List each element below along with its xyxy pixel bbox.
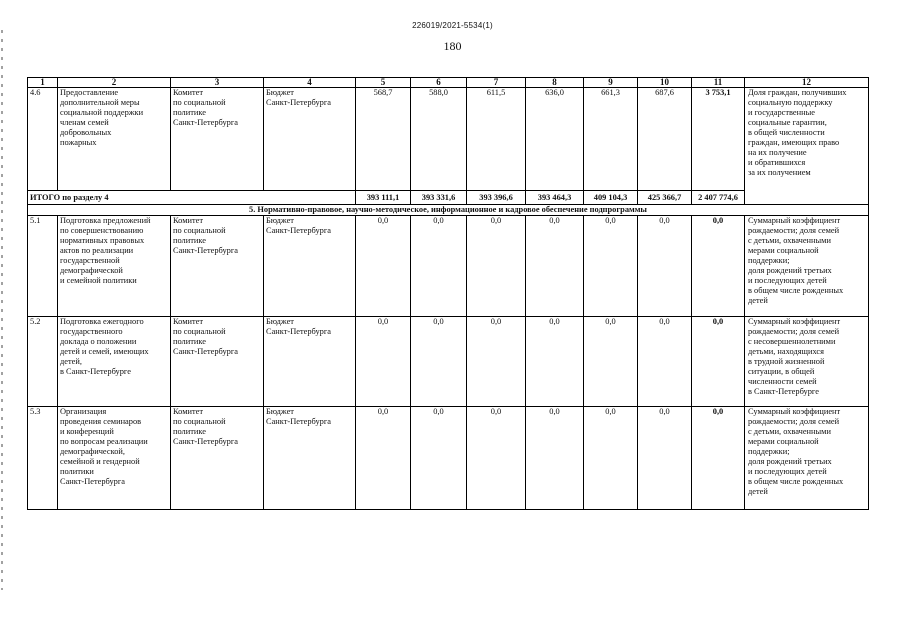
column-number: 11 [692,78,745,88]
amount-cell: 661,3 [584,88,638,191]
total-value: 393 111,1 [356,191,411,205]
column-number: 5 [356,78,411,88]
executor: Комитет по социальной политике Санкт-Петербурга [171,216,264,317]
row-number: 4.6 [28,88,58,191]
amount-cell: 0,0 [638,407,692,510]
funding-source: Бюджет Санкт-Петербурга [264,317,356,407]
funding-source: Бюджет Санкт-Петербурга [264,88,356,191]
amount-cell: 0,0 [356,216,411,317]
amount-cell: 568,7 [356,88,411,191]
amount-cell: 0,0 [526,216,584,317]
amount-cell: 0,0 [526,407,584,510]
indicator-cell: Суммарный коэффициент рождаемости; доля семей с несовершеннолетними детьми, находящихся в трудной жизненной ситуации, в общей численности семей в Санкт-Петербурге [745,317,869,407]
amount-cell: 588,0 [411,88,467,191]
section-title: 5. Нормативно-правовое, научно-методическое, информационное и кадровое обеспечение подпрограммы [28,205,869,216]
amount-cell: 0,0 [467,407,526,510]
section-title-row [28,205,869,216]
activity-name: Подготовка ежегодного государственного доклада о положении детей и семей, имеющих детей, в Санкт-Петербурге [58,317,171,407]
funding-source: Бюджет Санкт-Петербурга [264,216,356,317]
total-value: 2 407 774,6 [692,191,745,205]
column-number: 2 [58,78,171,88]
activity-name: Подготовка предложений по совершенствованию нормативных правовых актов по реализации государственной демографической и семейной политики [58,216,171,317]
row-number: 5.3 [28,407,58,510]
amount-cell: 0,0 [411,216,467,317]
amount-total-cell: 0,0 [692,407,745,510]
amount-total-cell: 0,0 [692,216,745,317]
activity-name: Организация проведения семинаров и конференций по вопросам реализации демографической, семейной и гендерной политики Санкт-Петербурга [58,407,171,510]
amount-cell: 0,0 [584,317,638,407]
total-value: 425 366,7 [638,191,692,205]
indicator-cell: Суммарный коэффициент рождаемости; доля семей с детьми, охваченными мерами социальной поддержки; доля рождений третьих и последующих детей в общем числе рожденных детей [745,216,869,317]
amount-cell: 0,0 [584,407,638,510]
amount-cell: 0,0 [467,317,526,407]
amount-cell: 0,0 [467,216,526,317]
column-number: 6 [411,78,467,88]
amount-cell: 611,5 [467,88,526,191]
row-number: 5.1 [28,216,58,317]
column-number: 4 [264,78,356,88]
column-number-row [28,78,869,88]
amount-cell: 0,0 [411,407,467,510]
column-number: 1 [28,78,58,88]
total-value: 393 396,6 [467,191,526,205]
page-number: 180 [443,39,462,53]
amount-cell: 0,0 [584,216,638,317]
amount-cell: 636,0 [526,88,584,191]
amount-total-cell: 0,0 [692,317,745,407]
activity-name: Предоставление дополнительной меры социальной поддержки членам семей добровольных пожарных [58,88,171,191]
program-table [27,77,869,510]
total-row [28,191,869,205]
total-value: 409 104,3 [584,191,638,205]
amount-cell: 0,0 [638,317,692,407]
indicator-cell: Доля граждан, получивших социальную поддержку и государственные социальные гарантии, в общей численности граждан, имеющих право на их получение и обратившихся за их получением [745,88,869,205]
total-value: 393 331,6 [411,191,467,205]
column-number: 12 [745,78,869,88]
amount-cell: 0,0 [526,317,584,407]
table-row [28,216,869,317]
column-number: 9 [584,78,638,88]
amount-cell: 0,0 [356,317,411,407]
amount-cell: 0,0 [638,216,692,317]
column-number: 3 [171,78,264,88]
table-row [28,317,869,407]
executor: Комитет по социальной политике Санкт-Петербурга [171,407,264,510]
amount-cell: 0,0 [356,407,411,510]
executor: Комитет по социальной политике Санкт-Петербурга [171,88,264,191]
column-number: 7 [467,78,526,88]
total-label: ИТОГО по разделу 4 [28,191,356,205]
table-row [28,407,869,510]
column-number: 8 [526,78,584,88]
total-value: 393 464,3 [526,191,584,205]
table-row [28,88,869,191]
document-id: 226019/2021-5534(1) [412,21,493,30]
funding-source: Бюджет Санкт-Петербурга [264,407,356,510]
row-number: 5.2 [28,317,58,407]
amount-cell: 687,6 [638,88,692,191]
column-number: 10 [638,78,692,88]
indicator-cell: Суммарный коэффициент рождаемости; доля семей с детьми, охваченными мерами социальной поддержки; доля рождений третьих и последующих детей в общем числе рожденных детей [745,407,869,510]
scan-edge-marks [1,30,3,590]
executor: Комитет по социальной политике Санкт-Петербурга [171,317,264,407]
amount-total-cell: 3 753,1 [692,88,745,191]
amount-cell: 0,0 [411,317,467,407]
